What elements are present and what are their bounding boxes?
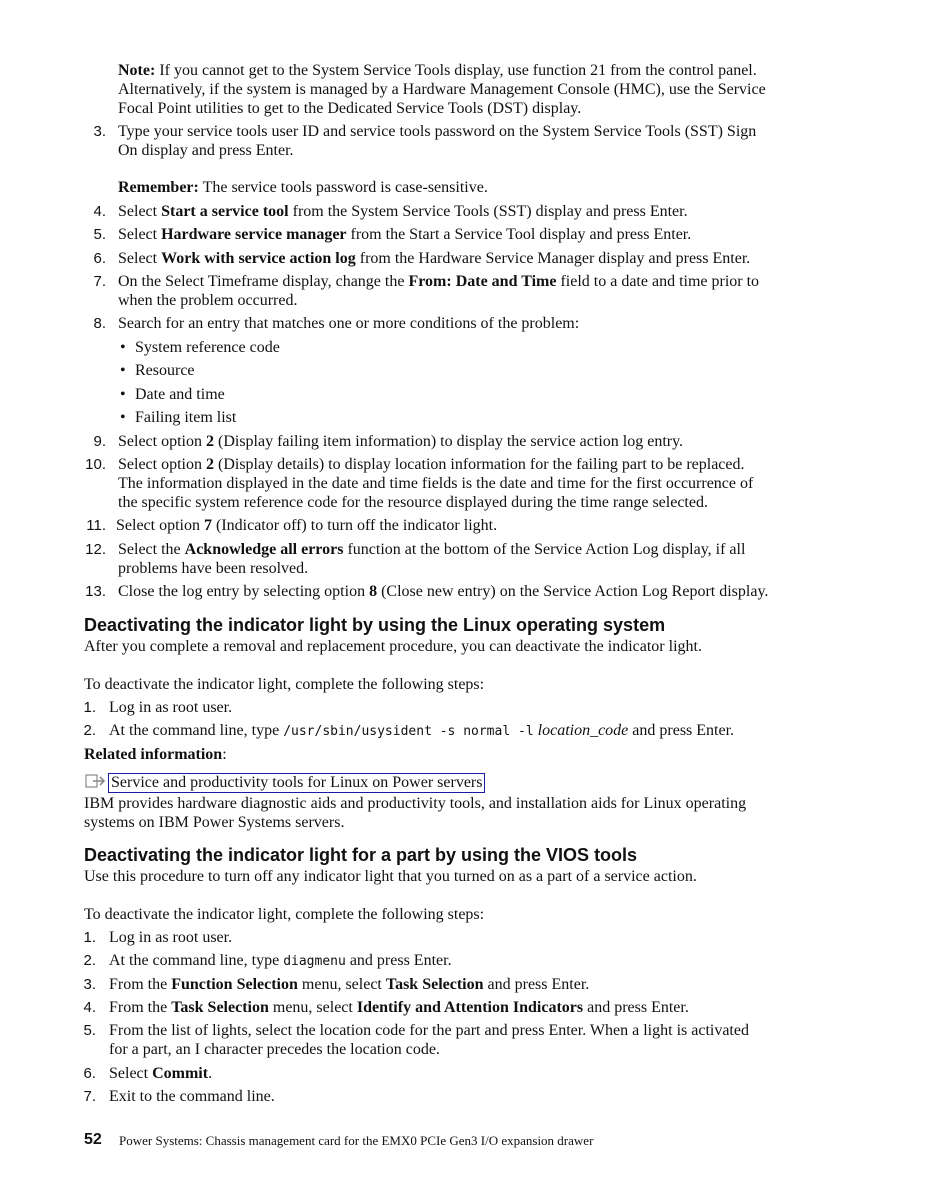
step-number: 1. bbox=[83, 929, 96, 946]
linux-lead: To deactivate the indicator light, complete the following steps: bbox=[84, 676, 485, 693]
bullet-icon: • bbox=[120, 386, 126, 403]
link-description-line-1: IBM provides hardware diagnostic aids and productivity tools, and installation aids for Linux operating bbox=[84, 795, 747, 812]
vios-step-1: Log in as root user. bbox=[109, 929, 233, 946]
step-number: 6. bbox=[93, 250, 106, 267]
step-9: Select option 2 (Display failing item information) to display the service action log entry. bbox=[118, 433, 684, 450]
command-code: /usr/sbin/usysident -s normal -l bbox=[283, 724, 534, 739]
list-item: Date and time bbox=[135, 386, 225, 403]
step-number: 2. bbox=[83, 722, 96, 739]
remember-note: Remember: The service tools password is case-sensitive. bbox=[118, 179, 488, 196]
external-link-icon bbox=[85, 773, 107, 789]
step-5: Select Hardware service manager from the Start a Service Tool display and press Enter. bbox=[118, 226, 692, 243]
step-7-line-2: when the problem occurred. bbox=[118, 292, 298, 309]
vios-step-2: At the command line, type diagmenu and press Enter. bbox=[109, 952, 452, 969]
step-10-line-3: the specific system reference code for the resource displayed during the time range selected. bbox=[118, 494, 708, 511]
section-heading-vios: Deactivating the indicator light for a part by using the VIOS tools bbox=[84, 845, 638, 865]
vios-step-5-line-2: for a part, an I character precedes the location code. bbox=[109, 1041, 440, 1058]
bullet-icon: • bbox=[120, 362, 126, 379]
vios-step-4: From the Task Selection menu, select Identify and Attention Indicators and press Enter. bbox=[109, 999, 689, 1016]
vios-intro: Use this procedure to turn off any indicator light that you turned on as a part of a service action. bbox=[84, 868, 697, 885]
note-line-2: Alternatively, if the system is managed by a Hardware Management Console (HMC), use the Service bbox=[118, 81, 766, 98]
step-number: 7. bbox=[83, 1088, 96, 1105]
bullet-icon: • bbox=[120, 409, 126, 426]
step-8: Search for an entry that matches one or more conditions of the problem: bbox=[118, 315, 580, 332]
bullet-icon: • bbox=[120, 339, 126, 356]
step-number: 3. bbox=[83, 976, 96, 993]
linux-intro: After you complete a removal and replacement procedure, you can deactivate the indicator light. bbox=[84, 638, 702, 655]
step-number: 1. bbox=[83, 699, 96, 716]
vios-step-6: Select Commit. bbox=[109, 1065, 213, 1082]
list-item: Failing item list bbox=[135, 409, 237, 426]
step-6: Select Work with service action log from the Hardware Service Manager display and press Enter. bbox=[118, 250, 751, 267]
list-item: Resource bbox=[135, 362, 195, 379]
section-heading-linux: Deactivating the indicator light by using the Linux operating system bbox=[84, 615, 666, 635]
note-line-1: Note: If you cannot get to the System Service Tools display, use function 21 from the control panel. bbox=[118, 62, 757, 79]
step-12-line-2: problems have been resolved. bbox=[118, 560, 309, 577]
step-4: Select Start a service tool from the System Service Tools (SST) display and press Enter. bbox=[118, 203, 688, 220]
step-number: 11. bbox=[86, 517, 106, 534]
step-number: 8. bbox=[93, 315, 106, 332]
step-number: 5. bbox=[93, 226, 106, 243]
step-number: 5. bbox=[83, 1022, 96, 1039]
step-10-line-2: The information displayed in the date and time fields is the date and time for the first occurrence of bbox=[118, 475, 754, 492]
step-number: 12. bbox=[85, 541, 106, 558]
step-3-line-2: On display and press Enter. bbox=[118, 142, 294, 159]
vios-step-3: From the Function Selection menu, select Task Selection and press Enter. bbox=[109, 976, 590, 993]
note-label: Note: bbox=[118, 62, 156, 79]
list-item: System reference code bbox=[135, 339, 280, 356]
vios-step-7: Exit to the command line. bbox=[109, 1088, 275, 1105]
step-number: 9. bbox=[93, 433, 106, 450]
step-number: 7. bbox=[93, 273, 106, 290]
step-number: 3. bbox=[93, 123, 106, 140]
related-information-label: Related information: bbox=[84, 746, 227, 763]
step-7-line-1: On the Select Timeframe display, change the From: Date and Time field to a date and time prior to bbox=[118, 273, 760, 290]
vios-lead: To deactivate the indicator light, complete the following steps: bbox=[84, 906, 485, 923]
step-13: Close the log entry by selecting option 8 (Close new entry) on the Service Action Log Report display. bbox=[118, 583, 769, 600]
linux-step-2: At the command line, type /usr/sbin/usysident -s normal -l location_code and press Enter. bbox=[109, 722, 735, 739]
step-number: 2. bbox=[83, 952, 96, 969]
step-number: 4. bbox=[93, 203, 106, 220]
note-line-3: Focal Point utilities to get to the Dedicated Service Tools (DST) display. bbox=[118, 100, 582, 117]
page-number: 52 bbox=[84, 1131, 102, 1148]
step-number: 4. bbox=[83, 999, 96, 1016]
step-number: 6. bbox=[83, 1065, 96, 1082]
footer-title: Power Systems: Chassis management card for the EMX0 PCIe Gen3 I/O expansion drawer bbox=[119, 1133, 594, 1148]
step-11: Select option 7 (Indicator off) to turn off the indicator light. bbox=[116, 517, 498, 534]
step-12-line-1: Select the Acknowledge all errors function at the bottom of the Service Action Log display, if all bbox=[118, 541, 746, 558]
step-3-line-1: Type your service tools user ID and service tools password on the System Service Tools (SST) Sign bbox=[118, 123, 757, 140]
step-10-line-1: Select option 2 (Display details) to display location information for the failing part to be replaced. bbox=[118, 456, 745, 473]
vios-step-5-line-1: From the list of lights, select the location code for the part and press Enter. When a light is activated bbox=[109, 1022, 749, 1039]
step-number: 13. bbox=[85, 583, 106, 600]
link-description-line-2: systems on IBM Power Systems servers. bbox=[84, 814, 345, 831]
linux-step-1: Log in as root user. bbox=[109, 699, 233, 716]
linux-tools-link[interactable]: Service and productivity tools for Linux on Power servers bbox=[108, 773, 485, 793]
step-number: 10. bbox=[85, 456, 106, 473]
command-code: diagmenu bbox=[283, 954, 346, 969]
